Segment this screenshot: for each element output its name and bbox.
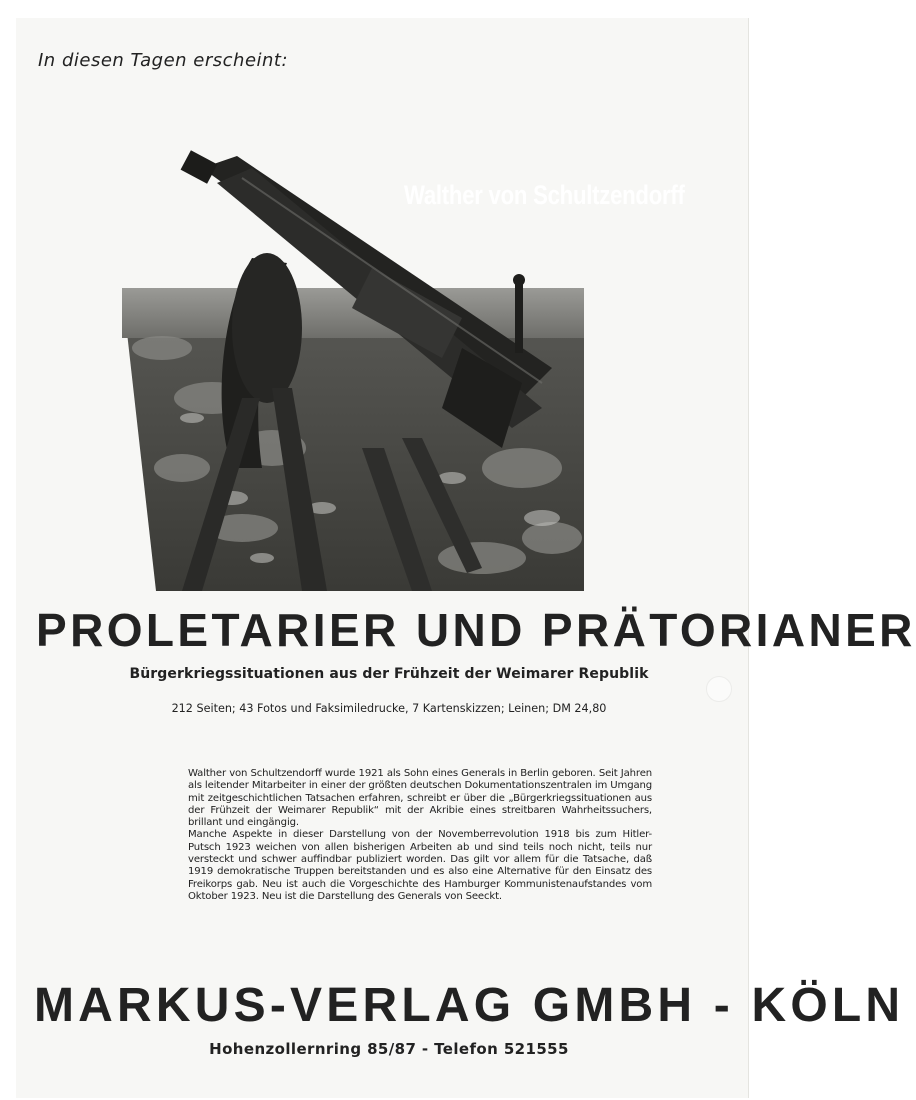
- book-details: 212 Seiten; 43 Fotos und Faksimiledrucke, 7 Kartenskizzen; Leinen; DM 24,80: [171, 702, 607, 715]
- book-title: PROLETARIER UND PRÄTORIANER: [36, 604, 916, 656]
- publisher-name: MARKUS-VERLAG GMBH - KÖLN: [34, 979, 905, 1032]
- book-subtitle: Bürgerkriegssituationen aus der Frühzeit der Weimarer Republik: [129, 666, 649, 682]
- description-paragraph: Walther von Schultzendorff wurde 1921 als Sohn eines Generals in Berlin geboren. Seit Jahren als leitender Mitarbeiter in einer der größten deutschen Dokumentationszentralen im Umgang mit zeitgeschichtlichen Tatsachen erfahren, schreibt er über die „Bürgerkriegssituationen aus der Frühzeit der Weimarer Republik“ mit der Akribie eines streitbaren Wahrheitssuchers, brillant und eingängig.: [188, 768, 652, 829]
- book-description: [188, 768, 652, 903]
- author-name: Walther von Schultzendorff: [404, 180, 685, 210]
- description-paragraph: Manche Aspekte in dieser Darstellung von der Novemberrevolution 1918 bis zum Hitler-Putsch 1923 weichen von allen bisherigen Arbeiten ab und sind teils noch nicht, teils nur versteckt und schwer auffindbar publiziert worden. Das gilt vor allem für die Tatsache, daß 1919 demokratische Truppen bereitstanden und es also eine Alternative für den Einsatz des Freikorps gab. Neu ist auch die Vorgeschichte des Hamburger Kommunistenaufstandes vom Oktober 1923. Neu ist die Darstellung des Generals von Seeckt.: [188, 829, 652, 902]
- machine-gun-photo: [122, 148, 584, 591]
- punch-hole: [706, 676, 732, 702]
- publisher-address: Hohenzollernring 85/87 - Telefon 521555: [209, 1040, 569, 1058]
- intro-line: In diesen Tagen erscheint:: [38, 50, 289, 71]
